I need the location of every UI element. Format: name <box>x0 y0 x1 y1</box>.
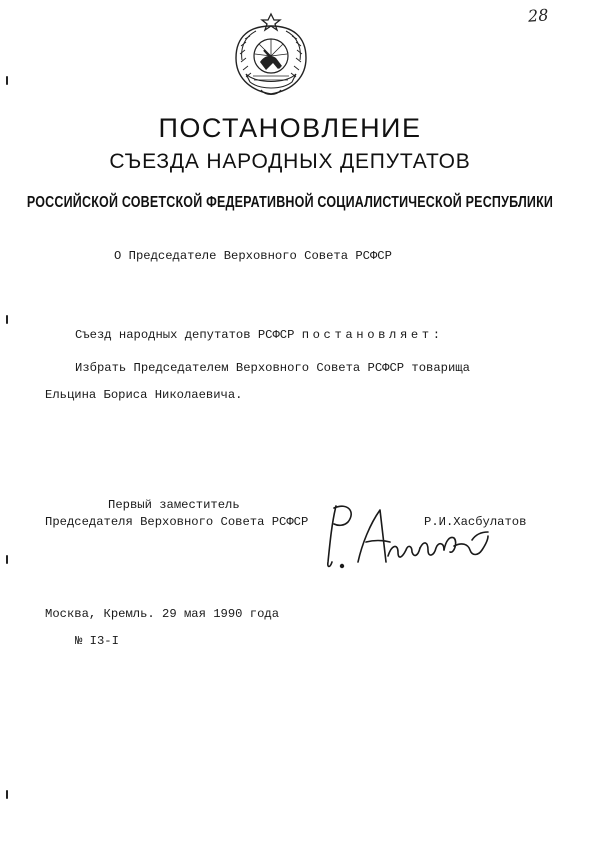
handwritten-signature <box>322 500 497 580</box>
enactment-word: постановляет: <box>301 328 444 342</box>
decision-text-line: Ельцина Бориса Николаевича. <box>45 388 243 402</box>
decision-text-line: Избрать Председателем Верховного Совета РСФСР товарища <box>75 361 470 375</box>
place-and-date: Москва, Кремль. 29 мая 1990 года <box>45 607 280 621</box>
signer-title-line: Председателя Верховного Совета РСФСР <box>45 515 309 529</box>
punch-mark <box>6 315 8 324</box>
republic-name: РОССИЙСКОЙ СОВЕТСКОЙ ФЕДЕРАТИВНОЙ СОЦИАЛИСТИЧЕСКОЙ РЕСПУБЛИКИ <box>26 193 554 211</box>
enactment-clause <box>75 328 444 342</box>
document-number: № I3-I <box>75 634 119 648</box>
document-title: ПОСТАНОВЛЕНИЕ <box>158 113 422 143</box>
handwritten-page-number: 28 <box>527 5 549 26</box>
punch-mark <box>6 555 8 564</box>
punch-mark <box>6 76 8 85</box>
document-subtitle: СЪЕЗДА НАРОДНЫХ ДЕПУТАТОВ <box>109 150 471 173</box>
signer-name: Р.И.Хасбулатов <box>424 515 527 529</box>
resolution-subject: О Председателе Верховного Совета РСФСР <box>114 249 392 263</box>
punch-mark <box>6 790 8 799</box>
rsfsr-coat-of-arms-icon <box>226 10 316 100</box>
enactment-prefix: Съезд народных депутатов РСФСР <box>75 328 302 342</box>
signer-title-line: Первый заместитель <box>108 498 240 512</box>
